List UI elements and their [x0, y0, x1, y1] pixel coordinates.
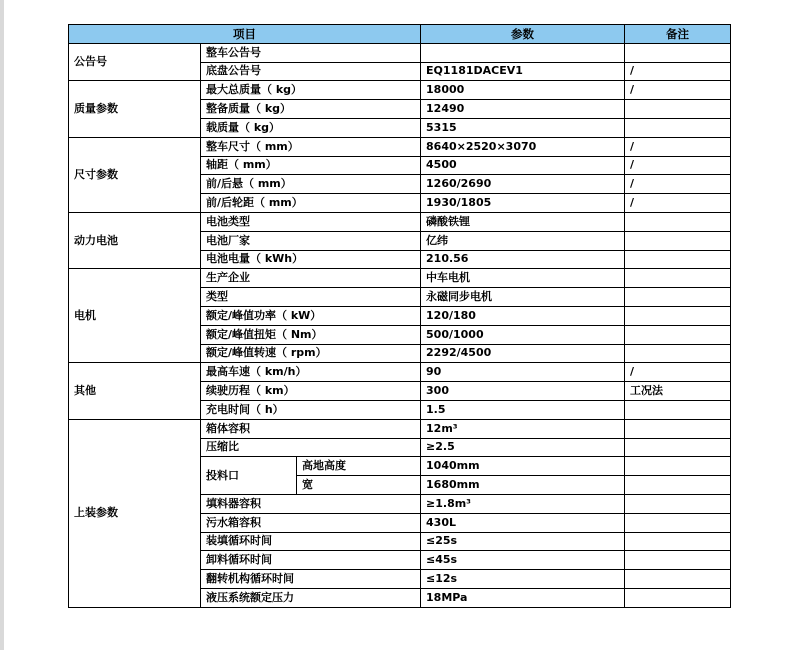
row-label: 底盘公告号 [201, 62, 421, 81]
row-note [625, 457, 731, 476]
spec-table [68, 24, 731, 608]
row-value: 1260/2690 [421, 175, 625, 194]
row-label: 前/后悬（ mm） [201, 175, 421, 194]
row-label: 额定/峰值转速（ rpm） [201, 344, 421, 363]
row-note [625, 118, 731, 137]
row-value: 12m³ [421, 419, 625, 438]
row-note [625, 269, 731, 288]
row-value [421, 43, 625, 62]
row-value: 5315 [421, 118, 625, 137]
row-note [625, 570, 731, 589]
row-value: 12490 [421, 100, 625, 119]
row-sublabel: 高地高度 [297, 457, 421, 476]
row-label: 续驶历程（ km） [201, 382, 421, 401]
row-label: 电池厂家 [201, 231, 421, 250]
row-label: 投料口 [201, 457, 297, 495]
row-note [625, 419, 731, 438]
row-value: ≤25s [421, 532, 625, 551]
group-other: 其他 [69, 363, 201, 419]
row-value: 永磁同步电机 [421, 288, 625, 307]
group-body: 上装参数 [69, 419, 201, 607]
row-note [625, 513, 731, 532]
row-note: / [625, 156, 731, 175]
row-note [625, 250, 731, 269]
row-value: ≥2.5 [421, 438, 625, 457]
row-note [625, 532, 731, 551]
row-value: 4500 [421, 156, 625, 175]
header-row [69, 25, 731, 44]
row-note [625, 231, 731, 250]
row-note [625, 212, 731, 231]
row-value: ≤45s [421, 551, 625, 570]
row-note [625, 588, 731, 607]
row-note [625, 400, 731, 419]
row-label: 压缩比 [201, 438, 421, 457]
row-note [625, 325, 731, 344]
row-note: / [625, 175, 731, 194]
row-note [625, 494, 731, 513]
row-note [625, 438, 731, 457]
row-value: 500/1000 [421, 325, 625, 344]
table-row [69, 137, 731, 156]
row-note [625, 288, 731, 307]
row-value: 120/180 [421, 306, 625, 325]
row-value: 1.5 [421, 400, 625, 419]
row-note: 工况法 [625, 382, 731, 401]
row-label: 生产企业 [201, 269, 421, 288]
table-row [69, 212, 731, 231]
row-value: EQ1181DACEV1 [421, 62, 625, 81]
group-size: 尺寸参数 [69, 137, 201, 212]
row-value: 中车电机 [421, 269, 625, 288]
row-label: 额定/峰值功率（ kW） [201, 306, 421, 325]
group-announce: 公告号 [69, 43, 201, 81]
row-note: / [625, 81, 731, 100]
table-row [69, 81, 731, 100]
header-item: 项目 [69, 25, 421, 44]
row-label: 电池电量（ kWh） [201, 250, 421, 269]
row-value: 8640×2520×3070 [421, 137, 625, 156]
row-note: / [625, 62, 731, 81]
row-label: 额定/峰值扭矩（ Nm） [201, 325, 421, 344]
table-row [69, 43, 731, 62]
row-label: 翻转机构循环时间 [201, 570, 421, 589]
row-value: 18000 [421, 81, 625, 100]
row-value: ≤12s [421, 570, 625, 589]
row-value: 亿纬 [421, 231, 625, 250]
row-value: 1930/1805 [421, 194, 625, 213]
row-value: 300 [421, 382, 625, 401]
row-label: 整车公告号 [201, 43, 421, 62]
row-value: 1040mm [421, 457, 625, 476]
page-edge [0, 0, 4, 650]
row-label: 最高车速（ km/h） [201, 363, 421, 382]
row-note: / [625, 137, 731, 156]
table-row [69, 419, 731, 438]
row-label: 整车尺寸（ mm） [201, 137, 421, 156]
row-label: 载质量（ kg） [201, 118, 421, 137]
row-note: / [625, 363, 731, 382]
row-label: 液压系统额定压力 [201, 588, 421, 607]
row-label: 电池类型 [201, 212, 421, 231]
row-sublabel: 宽 [297, 476, 421, 495]
row-label: 填料器容积 [201, 494, 421, 513]
row-label: 箱体容积 [201, 419, 421, 438]
row-label: 充电时间（ h） [201, 400, 421, 419]
row-label: 类型 [201, 288, 421, 307]
row-value: 2292/4500 [421, 344, 625, 363]
row-value: 18MPa [421, 588, 625, 607]
row-label: 整备质量（ kg） [201, 100, 421, 119]
group-mass: 质量参数 [69, 81, 201, 137]
row-value: 430L [421, 513, 625, 532]
row-value: ≥1.8m³ [421, 494, 625, 513]
row-label: 卸料循环时间 [201, 551, 421, 570]
row-note [625, 43, 731, 62]
table-row [69, 363, 731, 382]
row-value: 1680mm [421, 476, 625, 495]
row-note: / [625, 194, 731, 213]
header-note: 备注 [625, 25, 731, 44]
row-label: 污水箱容积 [201, 513, 421, 532]
row-note [625, 100, 731, 119]
row-value: 90 [421, 363, 625, 382]
header-param: 参数 [421, 25, 625, 44]
row-label: 轴距（ mm） [201, 156, 421, 175]
row-note [625, 306, 731, 325]
row-note [625, 476, 731, 495]
row-label: 装填循环时间 [201, 532, 421, 551]
row-note [625, 344, 731, 363]
row-label: 最大总质量（ kg） [201, 81, 421, 100]
row-value: 磷酸铁锂 [421, 212, 625, 231]
group-battery: 动力电池 [69, 212, 201, 268]
row-value: 210.56 [421, 250, 625, 269]
row-note [625, 551, 731, 570]
table-row [69, 269, 731, 288]
row-label: 前/后轮距（ mm） [201, 194, 421, 213]
group-motor: 电机 [69, 269, 201, 363]
